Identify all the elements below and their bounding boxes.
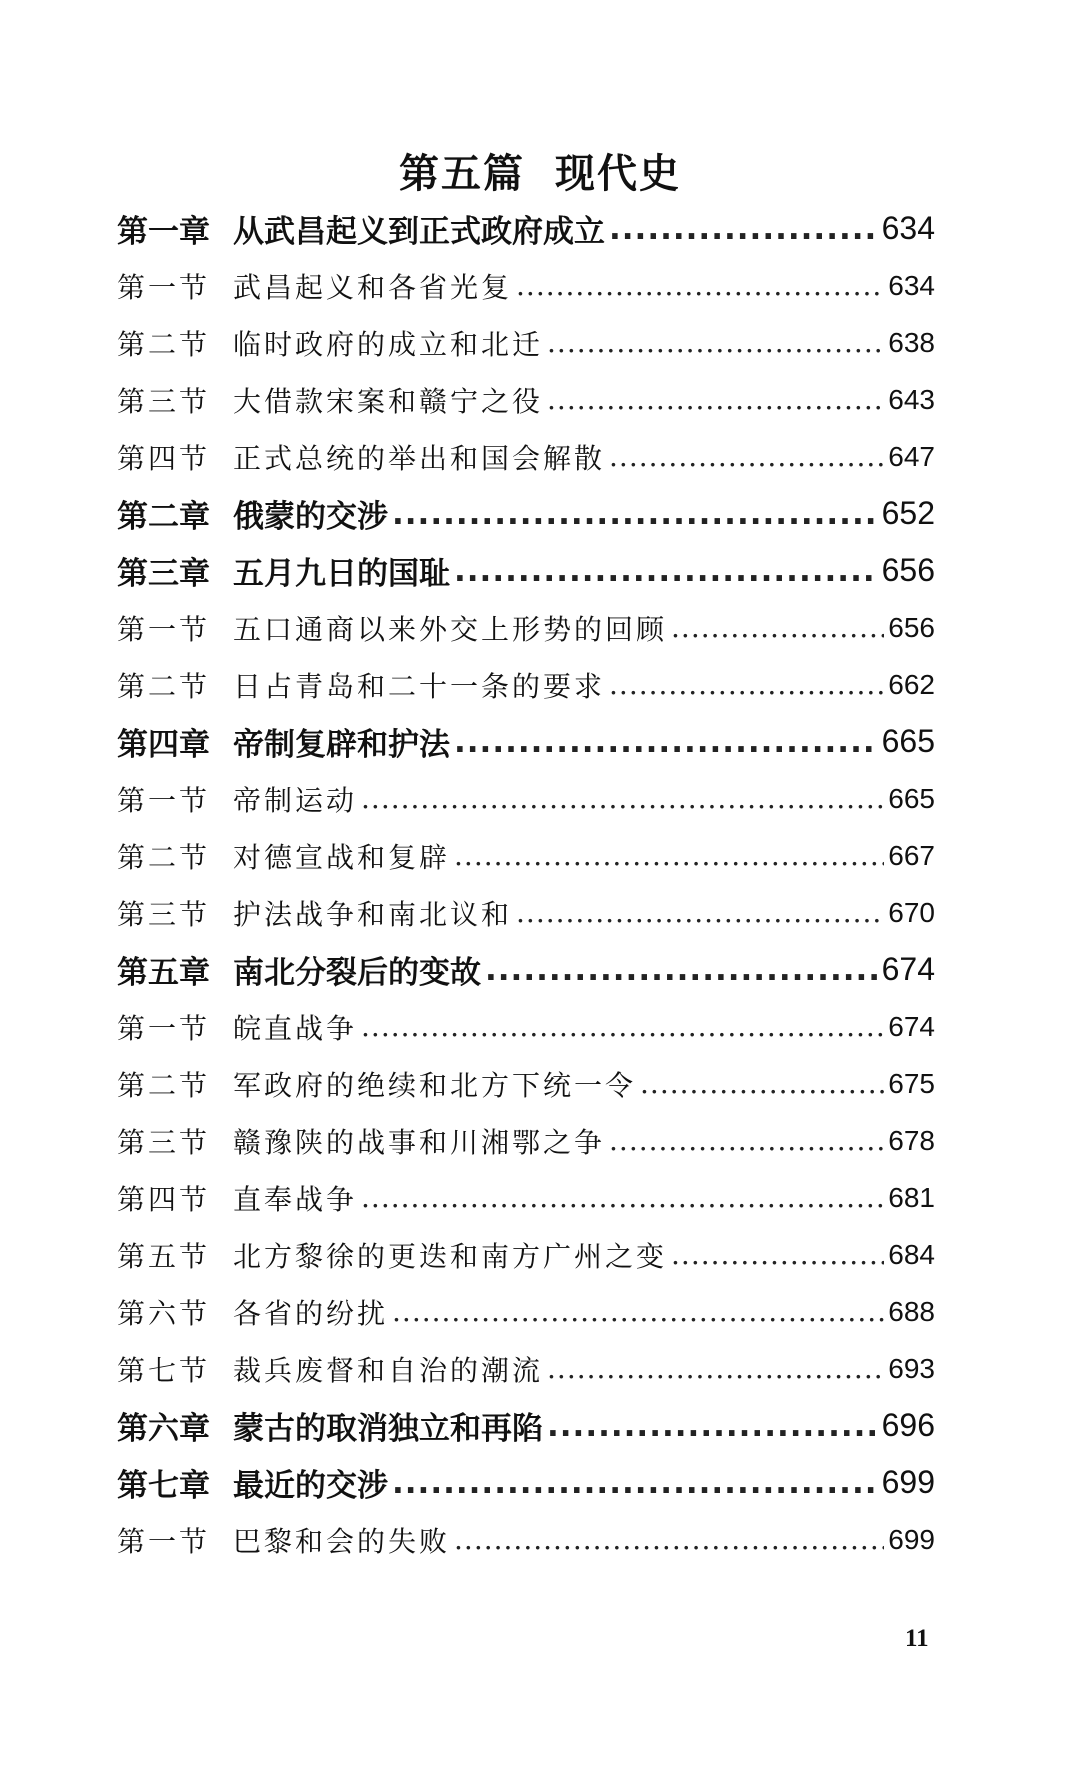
toc-entry-title: 从武昌起义到正式政府成立 [233, 214, 605, 250]
toc-entry-title: 南北分裂后的变故 [233, 955, 481, 991]
toc-entry-title: 五月九日的国耻 [233, 556, 450, 592]
toc-section-entry[interactable] [117, 371, 935, 428]
toc-entry-label: 第四节 [117, 1182, 211, 1216]
toc-entry-label: 第五节 [117, 1239, 211, 1273]
dot-leader [392, 1465, 878, 1501]
toc-chapter-entry[interactable] [117, 485, 935, 542]
toc-chapter-entry[interactable] [117, 713, 935, 770]
toc-entry-page-number: 674 [888, 1010, 935, 1042]
dot-leader [609, 668, 884, 701]
toc-entry-label: 第四章 [117, 727, 210, 763]
toc-entry-title: 五口通商以来外交上形势的回顾 [233, 612, 668, 646]
toc-entry-page-number: 681 [888, 1181, 935, 1213]
toc-section-entry[interactable] [117, 1283, 935, 1340]
dot-leader [454, 724, 878, 760]
page-number: 11 [905, 1625, 929, 1652]
dot-leader [671, 611, 884, 644]
toc-chapter-entry[interactable] [117, 1397, 935, 1454]
dot-leader [609, 440, 884, 473]
toc-section-entry[interactable] [117, 314, 935, 371]
toc-entry-label: 第一节 [117, 1524, 211, 1558]
toc-chapter-entry[interactable] [117, 1454, 935, 1511]
toc-entry-label: 第二节 [117, 669, 211, 703]
toc-entry-label: 第七章 [117, 1468, 210, 1504]
toc-entry-title: 俄蒙的交涉 [233, 499, 388, 535]
toc-entry-page-number: 652 [881, 495, 935, 531]
toc-chapter-entry[interactable] [117, 941, 935, 998]
dot-leader [392, 496, 878, 532]
toc-section-entry[interactable] [117, 1511, 935, 1568]
toc-entry-label: 第一节 [117, 783, 211, 817]
toc-chapter-entry[interactable] [117, 542, 935, 599]
toc-section-entry[interactable] [117, 884, 935, 941]
toc-entry-label: 第一节 [117, 1011, 211, 1045]
toc-entry-title: 正式总统的举出和国会解散 [233, 441, 606, 475]
table-of-contents [117, 200, 935, 1568]
toc-section-entry[interactable] [117, 1340, 935, 1397]
toc-entry-label: 第五章 [117, 955, 210, 991]
toc-entry-label: 第二节 [117, 840, 211, 874]
dot-leader [640, 1067, 884, 1100]
toc-entry-page-number: 667 [888, 839, 935, 871]
dot-leader [516, 896, 884, 929]
toc-chapter-entry[interactable] [117, 200, 935, 257]
toc-entry-label: 第二章 [117, 499, 210, 535]
part-name: 现代史 [555, 150, 681, 197]
toc-entry-page-number: 696 [881, 1407, 935, 1443]
toc-entry-page-number: 688 [888, 1295, 935, 1327]
toc-entry-page-number: 656 [888, 611, 935, 643]
toc-entry-title: 直奉战争 [233, 1182, 358, 1216]
dot-leader [361, 1010, 884, 1043]
toc-section-entry[interactable] [117, 1226, 935, 1283]
toc-entry-page-number: 656 [881, 552, 935, 588]
toc-entry-label: 第六章 [117, 1411, 210, 1447]
toc-section-entry[interactable] [117, 998, 935, 1055]
toc-entry-page-number: 693 [888, 1352, 935, 1384]
toc-entry-page-number: 643 [888, 383, 935, 415]
part-number: 第五篇 [399, 150, 525, 197]
dot-leader [485, 952, 878, 988]
toc-entry-page-number: 699 [881, 1464, 935, 1500]
toc-entry-title: 武昌起义和各省光复 [233, 270, 513, 304]
toc-entry-page-number: 634 [881, 210, 935, 246]
toc-entry-page-number: 638 [888, 326, 935, 358]
dot-leader [361, 1181, 884, 1214]
dot-leader [454, 553, 878, 589]
toc-entry-title: 大借款宋案和赣宁之役 [233, 384, 544, 418]
toc-entry-title: 对德宣战和复辟 [233, 840, 451, 874]
toc-entry-title: 护法战争和南北议和 [233, 897, 513, 931]
toc-entry-label: 第二节 [117, 1068, 211, 1102]
toc-entry-page-number: 665 [888, 782, 935, 814]
toc-entry-page-number: 675 [888, 1067, 935, 1099]
toc-entry-label: 第四节 [117, 441, 211, 475]
dot-leader [671, 1238, 884, 1271]
dot-leader [609, 1124, 884, 1157]
toc-entry-page-number: 634 [888, 269, 935, 301]
dot-leader [516, 269, 884, 302]
toc-section-entry[interactable] [117, 599, 935, 656]
dot-leader [454, 1523, 884, 1556]
toc-entry-title: 巴黎和会的失败 [233, 1524, 451, 1558]
dot-leader [547, 383, 884, 416]
toc-entry-title: 帝制复辟和护法 [233, 727, 450, 763]
toc-entry-label: 第七节 [117, 1353, 211, 1387]
dot-leader [547, 1408, 878, 1444]
toc-entry-page-number: 699 [888, 1523, 935, 1555]
toc-entry-label: 第一节 [117, 270, 211, 304]
toc-entry-title: 临时政府的成立和北迁 [233, 327, 544, 361]
toc-entry-title: 帝制运动 [233, 783, 358, 817]
toc-section-entry[interactable] [117, 1169, 935, 1226]
toc-entry-label: 第一节 [117, 612, 211, 646]
part-title [0, 142, 1080, 199]
dot-leader [547, 1352, 884, 1385]
dot-leader [361, 782, 884, 815]
toc-entry-label: 第二节 [117, 327, 211, 361]
toc-entry-page-number: 662 [888, 668, 935, 700]
dot-leader [609, 211, 878, 247]
toc-entry-title: 裁兵废督和自治的潮流 [233, 1353, 544, 1387]
toc-section-entry[interactable] [117, 656, 935, 713]
toc-entry-title: 军政府的绝续和北方下统一令 [233, 1068, 637, 1102]
toc-entry-title: 蒙古的取消独立和再陷 [233, 1411, 543, 1447]
toc-entry-page-number: 665 [881, 723, 935, 759]
toc-entry-page-number: 670 [888, 896, 935, 928]
toc-entry-label: 第六节 [117, 1296, 211, 1330]
toc-entry-page-number: 678 [888, 1124, 935, 1156]
toc-entry-label: 第一章 [117, 214, 210, 250]
toc-entry-page-number: 684 [888, 1238, 935, 1270]
toc-section-entry[interactable] [117, 428, 935, 485]
toc-section-entry[interactable] [117, 1055, 935, 1112]
toc-entry-label: 第三节 [117, 384, 211, 418]
toc-section-entry[interactable] [117, 770, 935, 827]
toc-entry-label: 第三节 [117, 1125, 211, 1159]
toc-section-entry[interactable] [117, 257, 935, 314]
dot-leader [392, 1295, 884, 1328]
toc-entry-title: 日占青岛和二十一条的要求 [233, 669, 606, 703]
toc-entry-title: 各省的纷扰 [233, 1296, 389, 1330]
toc-entry-title: 赣豫陕的战事和川湘鄂之争 [233, 1125, 606, 1159]
dot-leader [454, 839, 884, 872]
toc-entry-title: 北方黎徐的更迭和南方广州之变 [233, 1239, 668, 1273]
toc-entry-title: 最近的交涉 [233, 1468, 388, 1504]
toc-section-entry[interactable] [117, 827, 935, 884]
toc-entry-label: 第三节 [117, 897, 211, 931]
toc-entry-page-number: 647 [888, 440, 935, 472]
toc-entry-title: 皖直战争 [233, 1011, 358, 1045]
toc-entry-label: 第三章 [117, 556, 210, 592]
toc-section-entry[interactable] [117, 1112, 935, 1169]
toc-entry-page-number: 674 [881, 951, 935, 987]
dot-leader [547, 326, 884, 359]
